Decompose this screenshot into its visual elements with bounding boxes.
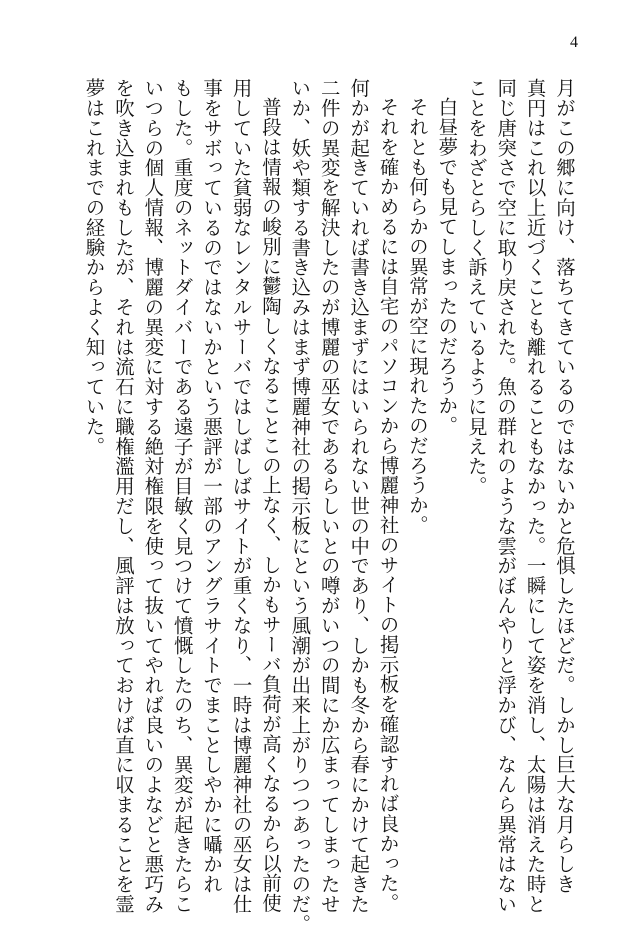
text-line: 二件の異変を解決したのが博麗の巫女であるらしいとの噂がいつの間にか広まってしまったせ	[317, 78, 341, 914]
body-text	[79, 78, 579, 934]
text-line: 何かが起きていれば書き込まずにはいられない世の中であり、しかも冬から春にかけて起きた	[347, 78, 371, 914]
text-line: 同じ唐突さで空に取り戻された。魚の群れのような雲がぼんやりと浮かび、なんら異常はない	[494, 78, 518, 914]
text-line: 真円はこれ以上近づくことも離れることもなかった。一瞬にして姿を消し、太陽は消えた時と	[523, 78, 547, 914]
text-line: それとも何らかの異常が空に現れたのだろうか。	[405, 97, 429, 536]
text-line: ことをわざとらしく訴えているように見えた。	[464, 78, 488, 496]
text-line: 白昼夢でも見てしまったのだろうか。	[435, 97, 459, 436]
page-number: 4	[570, 34, 578, 51]
text-line: 事をサボっているのではないかという悪評が一部のアングラサイトでまことしやかに囁かれ	[200, 78, 224, 894]
text-line: 月がこの郷に向け、落ちてきているのではないかと危惧したほどだ。しかし巨大な月らしき	[553, 78, 576, 894]
text-line: それを確かめるには自宅のパソコンから博麗神社のサイトの掲示板を確認すれば良かった。	[376, 97, 400, 914]
text-line: いか、妖や類する書き込みはまず博麗神社の掲示板にという風潮が出来上がりつつあったのだ。	[288, 78, 312, 934]
text-line: もした。重度のネットダイバーである遠子が目敏く見つけて憤慨したのち、異変が起きたらこ	[170, 78, 194, 914]
text-line: いつらの個人情報、博麗の異変に対する絶対権限を使って抜いてやれば良いのよなどと悪巧み	[141, 78, 165, 914]
text-line: を吹き込まれもしたが、それは流石に職権濫用だし、風評は放っておけば直に収まることを霊	[111, 78, 135, 914]
text-line: 夢はこれまでの経験からよく知っていた。	[82, 78, 106, 457]
text-line: 用していた貧弱なレンタルサーバではしばしばサイトが重くなり、一時は博麗神社の巫女は仕	[229, 78, 253, 914]
text-line: 普段は情報の峻別に鬱陶しくなることこの上なく、しかもサーバ負荷が高くなるから以前使	[258, 97, 282, 914]
